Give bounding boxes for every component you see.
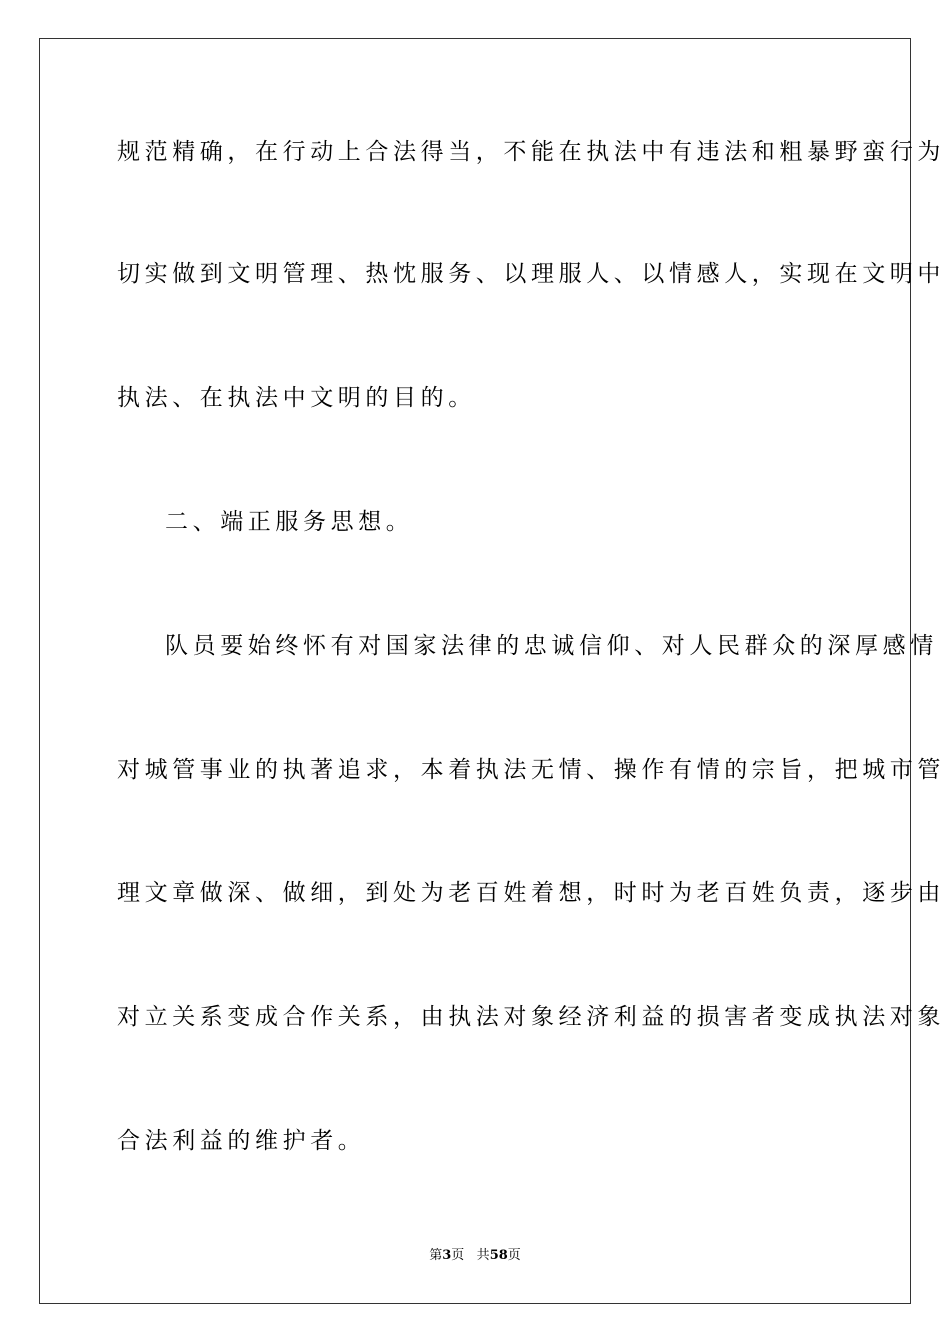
- body-text-line: 队员要始终怀有对国家法律的忠诚信仰、对人民群众的深厚感情: [165, 633, 938, 659]
- page-footer: [0, 1247, 950, 1265]
- body-text-line: 切实做到文明管理、热忱服务、以理服人、以情感人，实现在文明中: [117, 261, 945, 287]
- page-number: 3: [442, 1248, 452, 1263]
- body-text-line: 对立关系变成合作关系，由执法对象经济利益的损害者变成执法对象: [117, 1004, 945, 1030]
- body-text-line: 理文章做深、做细，到处为老百姓着想，时时为老百姓负责，逐步由: [117, 880, 945, 906]
- body-text-line: 合法利益的维护者。: [117, 1128, 366, 1154]
- section-heading: 二、端正服务思想。: [165, 509, 414, 535]
- total-suffix: 页: [507, 1248, 521, 1263]
- page-prefix: 第: [429, 1248, 443, 1263]
- body-text-line: 对城管事业的执著追求，本着执法无情、操作有情的宗旨，把城市管: [117, 757, 945, 783]
- body-text-line: 执法、在执法中文明的目的。: [117, 385, 476, 411]
- total-pages: 58: [489, 1248, 508, 1263]
- page-frame: [39, 38, 945, 1304]
- body-text-line: 规范精确，在行动上合法得当，不能在执法中有违法和粗暴野蛮行为: [117, 139, 945, 165]
- page-suffix: 页: [451, 1248, 465, 1263]
- total-prefix: 共: [476, 1248, 490, 1263]
